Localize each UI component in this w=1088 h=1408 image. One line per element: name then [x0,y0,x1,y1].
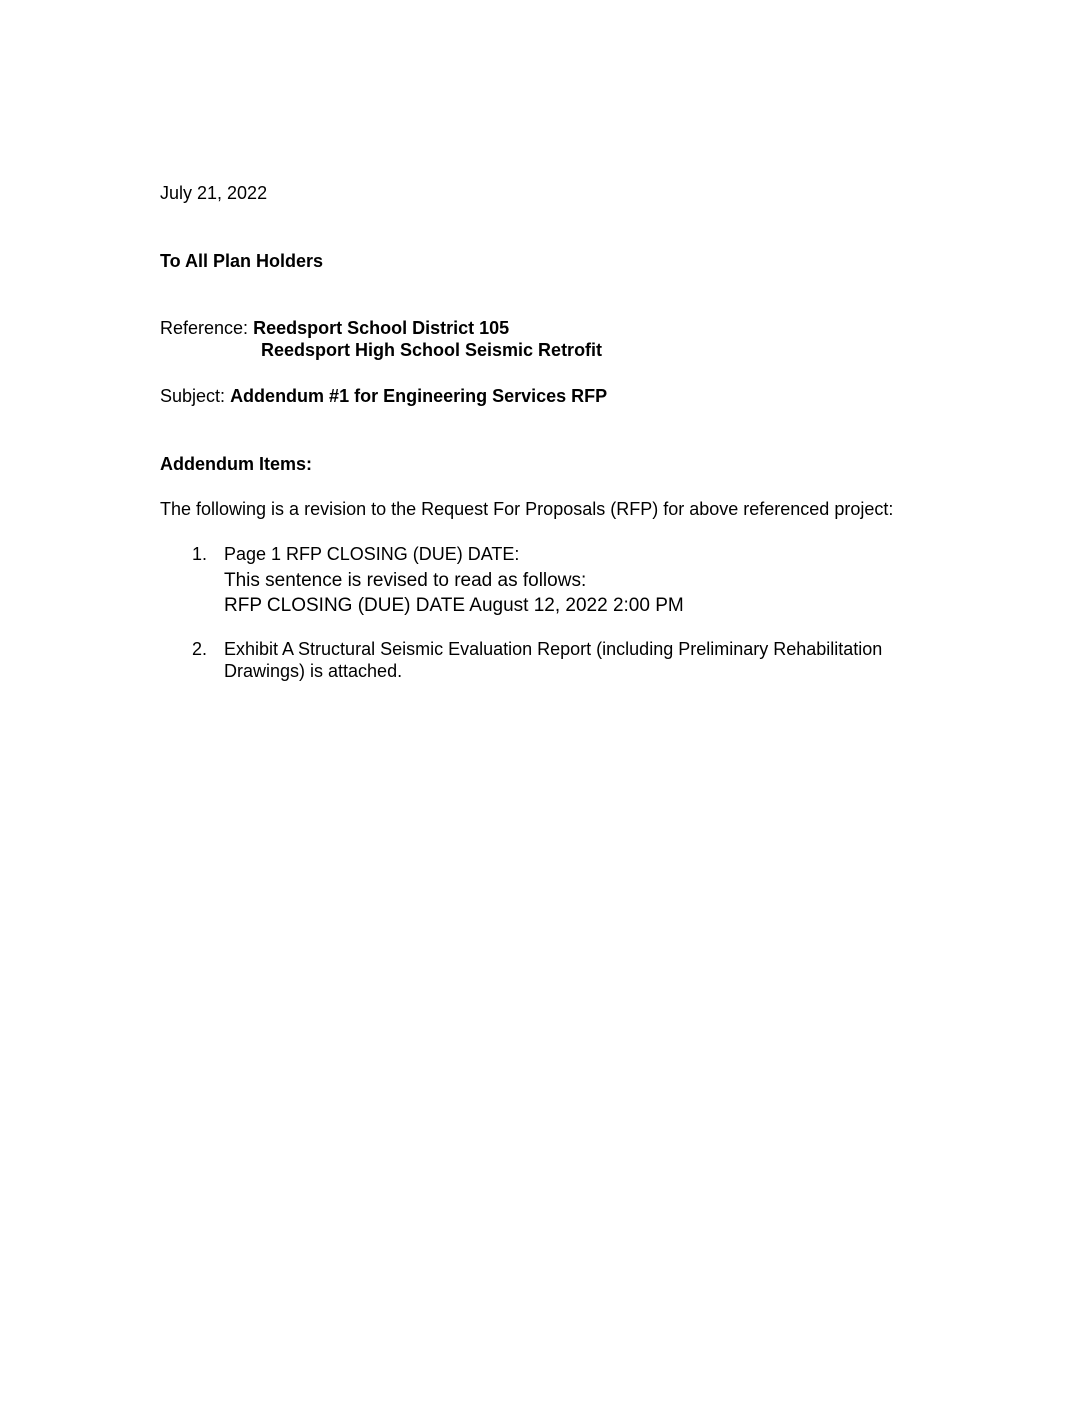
subject-label: Subject: [160,386,226,406]
list-item-title: Page 1 RFP CLOSING (DUE) DATE: [224,544,520,564]
subject-line [160,385,607,407]
intro-paragraph: The following is a revision to the Request For Proposals (RFP) for above referenced project: [160,499,894,519]
list-item-revised-date: RFP CLOSING (DUE) DATE August 12, 2022 2:00 PM [224,595,684,616]
reference-label: Reference: [160,318,249,338]
list-item-revision-note: This sentence is revised to read as follows: [224,570,587,591]
recipients-line: To All Plan Holders [160,251,324,271]
addendum-items-heading: Addendum Items: [160,454,313,474]
reference-district: Reedsport School District 105 [253,318,510,338]
letter-date: July 21, 2022 [160,183,268,203]
list-item-number: 2. [192,639,208,659]
reference-project: Reedsport High School Seismic Retrofit [261,340,603,360]
list-item [160,638,882,682]
list-item [160,543,882,618]
list-item-text-line-2: Drawings) is attached. [224,661,403,681]
reference-block [160,317,602,361]
list-item-number: 1. [192,544,208,564]
addendum-item-list [160,543,882,682]
list-item-text-line-1: Exhibit A Structural Seismic Evaluation Report (including Preliminary Rehabilitation [224,639,883,659]
subject-value: Addendum #1 for Engineering Services RFP [230,386,608,406]
